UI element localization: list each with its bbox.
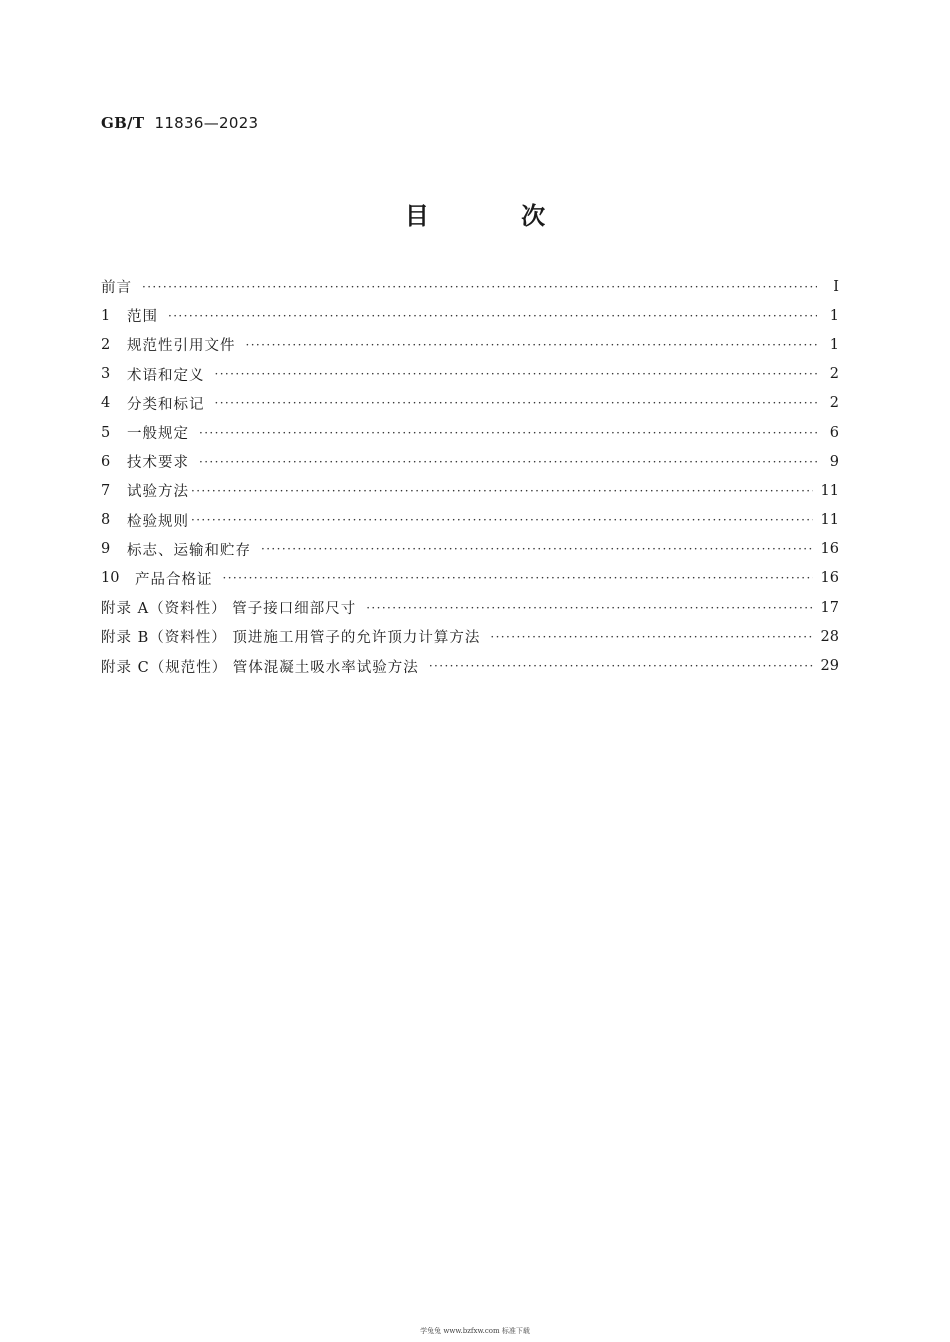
toc-label: 附录 A（资料性） 管子接口细部尺寸 <box>101 601 357 618</box>
toc-page: 1 <box>829 336 839 353</box>
toc-number: 5 <box>101 424 111 441</box>
toc-entry-foreword[interactable] <box>101 272 839 301</box>
page-title: 目 次 <box>404 202 588 230</box>
leader-dots <box>168 310 817 322</box>
toc-page: 2 <box>829 395 839 412</box>
toc-label: 一般规定 <box>127 426 189 443</box>
leader-dots <box>142 281 817 293</box>
toc-entry-7[interactable] <box>101 476 839 505</box>
toc-number: 8 <box>101 512 111 529</box>
toc-page: 2 <box>829 366 839 383</box>
toc-number: 10 <box>101 570 120 587</box>
leader-dots <box>261 543 813 555</box>
toc-page: 11 <box>820 482 839 499</box>
leader-dots <box>215 368 818 380</box>
toc-page: 1 <box>829 307 839 324</box>
table-of-contents <box>101 272 839 681</box>
toc-entry-6[interactable] <box>101 447 839 476</box>
toc-page: Ⅰ <box>833 278 839 295</box>
toc-entry-5[interactable] <box>101 418 839 447</box>
toc-entry-1[interactable] <box>101 301 839 330</box>
toc-page: 16 <box>820 541 839 558</box>
leader-dots <box>223 572 813 584</box>
toc-entry-10[interactable] <box>101 564 839 593</box>
footer-watermark: 学兔兔 www.bzfxw.com 标准下载 <box>420 1327 530 1335</box>
toc-label: 规范性引用文件 <box>127 338 236 355</box>
toc-entry-appendix-a[interactable] <box>101 593 839 622</box>
toc-page: 9 <box>829 453 839 470</box>
toc-page: 28 <box>820 628 839 645</box>
leader-dots <box>429 660 813 672</box>
toc-number: 2 <box>101 336 111 353</box>
toc-label: 技术要求 <box>127 455 189 472</box>
toc-label: 前言 <box>101 280 132 297</box>
standard-code <box>101 114 258 132</box>
toc-number: 6 <box>101 453 111 470</box>
toc-label: 产品合格证 <box>135 571 213 588</box>
toc-entry-8[interactable] <box>101 506 839 535</box>
toc-number: 9 <box>101 541 111 558</box>
toc-label: 范围 <box>127 309 158 326</box>
toc-page: 29 <box>820 658 839 675</box>
leader-dots <box>366 602 812 614</box>
leader-dots <box>246 339 818 351</box>
toc-entry-9[interactable] <box>101 535 839 564</box>
standard-prefix: GB/T <box>101 114 145 132</box>
toc-entry-appendix-b[interactable] <box>101 622 839 651</box>
toc-label: 术语和定义 <box>127 367 205 384</box>
leader-dots <box>191 485 813 497</box>
toc-label: 标志、运输和贮存 <box>127 542 251 559</box>
toc-label: 试验方法 <box>127 484 189 501</box>
leader-dots <box>215 397 818 409</box>
toc-label: 附录 C（规范性） 管体混凝土吸水率试验方法 <box>101 659 419 676</box>
leader-dots <box>199 456 817 468</box>
toc-label: 检验规则 <box>127 513 189 530</box>
toc-page: 6 <box>829 424 839 441</box>
standard-number: 11836—2023 <box>154 114 259 132</box>
toc-entry-3[interactable] <box>101 360 839 389</box>
toc-label: 附录 B（资料性） 顶进施工用管子的允许顶力计算方法 <box>101 630 481 647</box>
toc-number: 1 <box>101 307 111 324</box>
toc-page: 11 <box>820 512 839 529</box>
leader-dots <box>191 514 813 526</box>
leader-dots <box>490 631 812 643</box>
toc-number: 4 <box>101 395 111 412</box>
leader-dots <box>199 427 817 439</box>
toc-entry-appendix-c[interactable] <box>101 651 839 680</box>
toc-entry-2[interactable] <box>101 330 839 359</box>
toc-page: 17 <box>820 599 839 616</box>
toc-page: 16 <box>820 570 839 587</box>
toc-number: 7 <box>101 482 111 499</box>
toc-entry-4[interactable] <box>101 389 839 418</box>
toc-number: 3 <box>101 366 111 383</box>
toc-label: 分类和标记 <box>127 396 205 413</box>
